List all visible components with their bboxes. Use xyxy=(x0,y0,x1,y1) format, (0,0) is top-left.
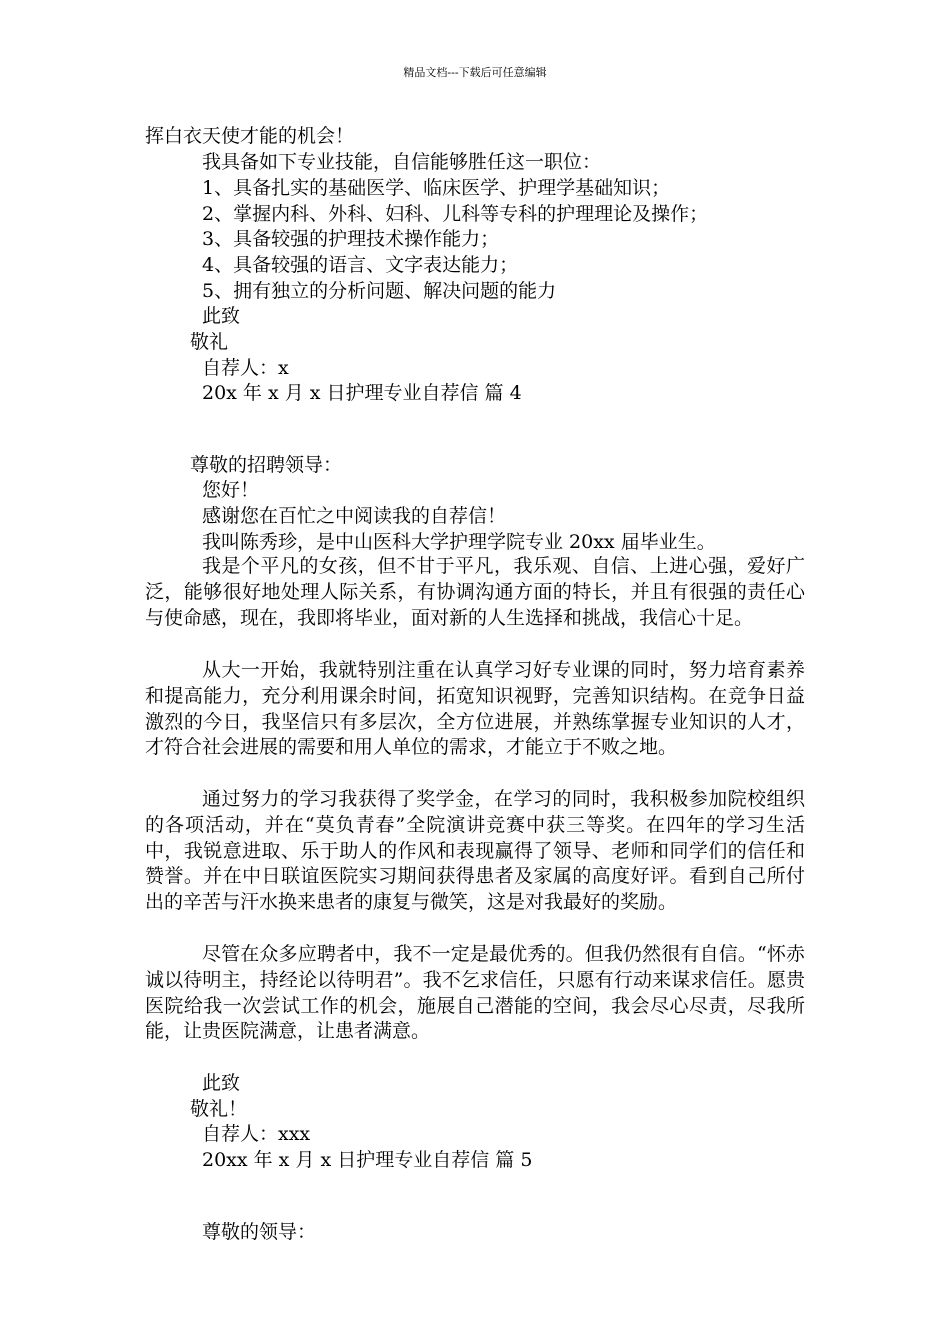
page-header: 精品文档---下载后可任意编辑 xyxy=(403,66,547,79)
skills-intro: 我具备如下专业技能，自信能够胜任这一职位： xyxy=(202,151,602,173)
body-paragraph: 从大一开始，我就特别注重在认真学习好专业课的同时，努力培育素养和提高能力，充分利用课余时间，拓宽知识视野，完善知识结构。在竞争日益激烈的今日，我坚信只有多层次，全方位进展，并熟练掌握专业知识的人才，才符合社会进展的需要和用人单位的需求，才能立于不败之地。 xyxy=(145,659,805,759)
body-paragraph: 通过努力的学习我获得了奖学金，在学习的同时，我积极参加院校组织的各项活动，并在“莫负青春”全院演讲竞赛中获三等奖。在四年的学习生活中，我锐意进取、乐于助人的作风和表现赢得了领导、老师和同学们的信任和赞誉。并在中日联谊医院实习期间获得患者及家属的高度好评。看到自己所付出的辛苦与汗水换来患者的康复与微笑，这是对我最好的奖励。 xyxy=(145,788,805,914)
signer: 自荐人：x xyxy=(202,357,289,379)
closing-jing-li: 敬礼 xyxy=(190,331,229,353)
body-paragraph: 尽管在众多应聘者中，我不一定是最优秀的。但我仍然很有自信。“怀赤诚以待明主，持经论以待明君”。我不乞求信任，只愿有行动来谋求信任。愿贵医院给我一次尝试工作的机会，施展自己潜能的空间，我会尽心尽责，尽我所能，让贵医院满意，让患者满意。 xyxy=(145,943,805,1043)
date-and-next-title: 20xx 年 x 月 x 日护理专业自荐信 篇 5 xyxy=(202,1149,533,1171)
intro-line: 我叫陈秀珍，是中山医科大学护理学院专业 20xx 届毕业生。 xyxy=(202,531,716,553)
skill-item: 2、掌握内科、外科、妇科、儿科等专科的护理理论及操作； xyxy=(202,203,709,225)
skill-item: 3、具备较强的护理技术操作能力； xyxy=(202,228,500,250)
skill-item: 1、具备扎实的基础医学、临床医学、护理学基础知识； xyxy=(202,177,671,199)
body-paragraph: 我是个平凡的女孩，但不甘于平凡，我乐观、自信、上进心强，爱好广泛，能够很好地处理人际关系，有协调沟通方面的特长，并且有很强的责任心与使命感，现在，我即将毕业，面对新的人生选择和挑战，我信心十足。 xyxy=(145,555,805,629)
date-and-next-title: 20x 年 x 月 x 日护理专业自荐信 篇 4 xyxy=(202,382,522,404)
skill-item: 5、拥有独立的分析问题、解决问题的能力 xyxy=(202,280,557,302)
salutation: 尊敬的招聘领导： xyxy=(190,454,343,476)
closing-ci-zhi: 此致 xyxy=(202,1072,241,1094)
closing-ci-zhi: 此致 xyxy=(202,305,241,327)
salutation: 尊敬的领导： xyxy=(202,1221,317,1243)
closing-jing-li: 敬礼！ xyxy=(190,1098,248,1120)
opening-tail: 挥白衣天使才能的机会！ xyxy=(145,125,355,147)
greeting: 您好！ xyxy=(202,479,260,501)
skill-item: 4、具备较强的语言、文字表达能力； xyxy=(202,254,519,276)
signer: 自荐人：xxx xyxy=(202,1123,311,1145)
thanks-line: 感谢您在百忙之中阅读我的自荐信！ xyxy=(202,505,507,527)
